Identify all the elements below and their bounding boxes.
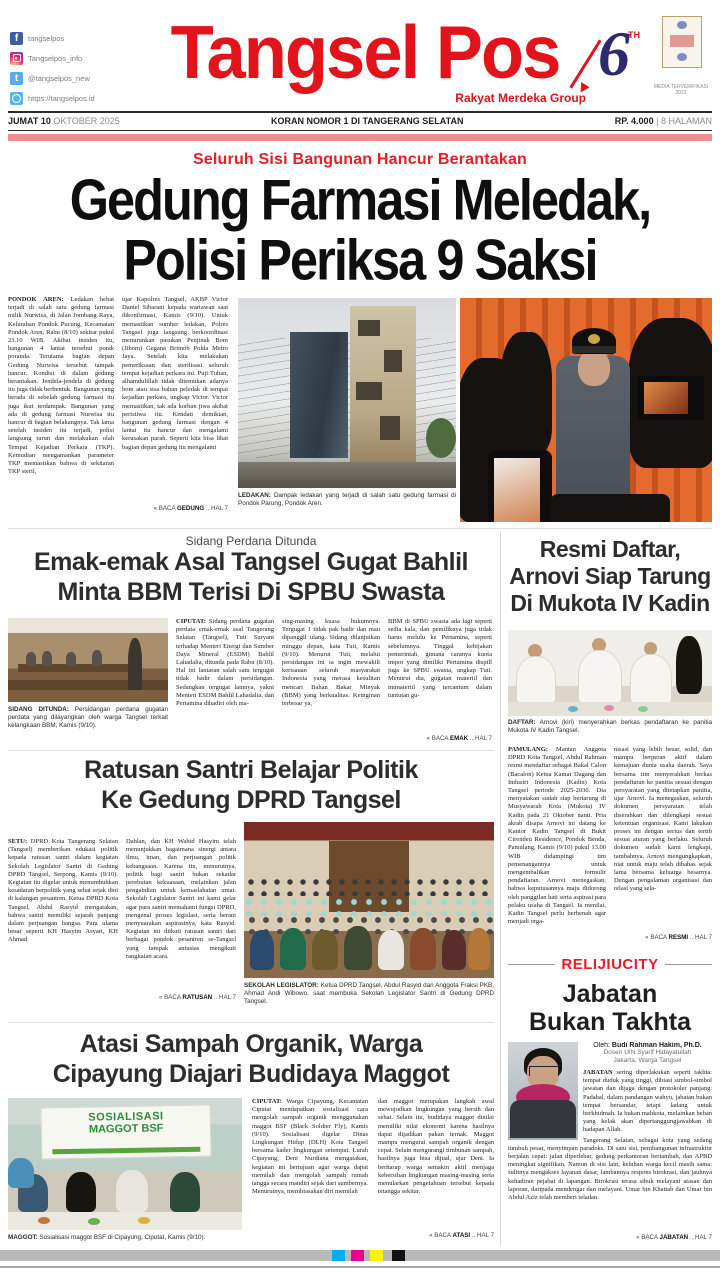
dateline-rule [8, 130, 712, 131]
emak-photo-caption: SIDANG DITUNDA: Persidangan perdana gugatan perdata yang dilayangkan oleh warga Tangsel terkait kelangkaan BBM, Kamis (9/10). [8, 706, 169, 729]
maggot-headline-line1: Atasi Sampah Organik, Warga [79, 1030, 423, 1058]
social-links [10, 30, 140, 110]
yellow-chip [370, 1250, 383, 1261]
cap-emblem [588, 334, 600, 344]
arnovi-body-col1: PAMULANG: Mantan Anggota DPRD Kota Tangsel, Abdul Rahman resmi mendaftar sebagai Bakal Calon (Bacalon) Ketua Kamar Dagang dan Industri Indonesia (Kadin) Kota Tangsel periode 2025-2030. Dia menyatakan sudah siap bertarung di Musyawarah Kota (Mukota) IV Kadin pada 21 Oktober nanti. Pria akrab disapa Arnovi ini datang ke Kantor Kadin Tangsel di Bukit Cirendeu Residence, Pondok Benda, Pamulang, Kamis (9/10) pukul 13.00 WIB didampingi tim pemenangannya untuk mengembalikan formulir pendaftaran. Arnovi menegaskan, bahwa keputusannya maju didorong oleh panggilan hati serta aspirasi para pelaku usaha di Tangsel. Ia menilai, Kadin Tangsel perlu berbenah agar menjadi orga- [508, 746, 606, 926]
event-banner [40, 1104, 211, 1159]
maggot-photo-caption: MAGGOT: Sosialisasi maggot BSF di Cipayung, Ciputat, Kamis (9/10). [8, 1234, 206, 1241]
emak-headline-line2: Minta BBM Terisi Di SPBU Swasta [57, 578, 445, 606]
santri-body-col1: SETU: DPRD Kota Tangerang Selatan (Tangsel) memberikan edukasi politik kepada ratusan santri dalam kegiatan Sekolah Legislator Santri di Gedung DPRD Tangsel, Serpong, Kamis (9/10). Kegiatan itu digelar untuk menumbuhkan kesadaran berpolitik yang sehat sejak dini di kalangan pesantren. Ketua DPRD Kota Tangsel, Abdul Rasyid mengatakan, bahwa santri memiliki sejarah panjang dalam perjuangan bangsa. Para ulama besar seperti KH Hasyim Asyari, KH Ahmad [8, 838, 118, 944]
website-url: https://tangselpos.id [28, 93, 95, 103]
maggot-headline-line2: Cipayung Diajari Budidaya Maggot [52, 1060, 450, 1088]
photo-author-portrait [508, 1042, 578, 1140]
crowd-row [244, 874, 494, 896]
black-chip [392, 1250, 405, 1261]
author-jacket [510, 1100, 576, 1138]
photo-dprd-assembly-hall [244, 822, 494, 978]
twitter-icon: t [10, 72, 23, 85]
opinion-headline-line2: Bukan Takhta [528, 1008, 692, 1036]
cyan-chip [332, 1250, 345, 1261]
social-website[interactable] [10, 90, 140, 106]
arnovi-headline-line2: Arnovi Siap Tarung [509, 563, 711, 589]
lead-jump-line: « BACA GEDUNG .. HAL 7 [153, 505, 228, 512]
dateline-price: RP. 4.000 | 8 HALAMAN [614, 116, 712, 126]
banner-text-line2: MAGGOT BSF [88, 1122, 164, 1136]
lead-body-col1: PONDOK AREN: Ledakan hebat terjadi di salah satu gedung farmasi milik Nurwisa, di Jalan Jombang Raya, Kelurahan Pondok Pucung, Kecamatan Pondok Aren, Rabu (8/10) sekitar pukul 23.10 WIB. Akibat insiden itu, bangunan 4 lantai tersebut porak poranda. Terutama bagian depan Gedung Nurwisa tersebut tampak hancur. Kondisi di dalam gedung berantakan. Jendela-jendela di gedung itu juga tidak berbentuk. Bangunan yang berada di sebelah gedung farmasi itu juga ikut terdampak. Bangunan yang ada di gedung farmasi Nurwisa itu hancur di bagian belakangnya. Tak lama setelah insiden itu terjadi, polisi langsung turun dan melakukan olah Tempat Kejadian Perkara (TKP). Kemudian mengamankan parameter TKP memastikan bahwa di sekitaran TKP steril, [8, 296, 114, 476]
santri-body-col2: Dahlan, dan KH Wahid Hasyim telah menunjukkan bagaimana sinergi antara ilmu, iman, dan perjuangan politik kebangsaan. Karena itu, menurutnya, politik bagi santri bukan sekadar perebutan kekuasaan, melainkan jalan pengabdian untuk kemaslahatan umat. Sekolah Legislator Santri ini kami gelar agar para santri memahami fungsi DPRD, mengenal proses legislasi, serta berani menyuarakan aspirasinya, kata Rasyid. Kegiatan ini diikuti ratusan santri dari berbagai pondok pesantren se-Tangsel yang tampak antusias mengikuti rangkaian acara. [126, 838, 236, 960]
anniversary-number: 6 [598, 18, 630, 89]
lead-body-col2: ujar Kapolres Tangsel, AKBP Victor Daniel Sibarani kepada wartawan saat dikonfirmasi, Kamis (9/10). Untuk memastikan sumber ledakan, Polres Tangsel juga langsung berkoordinasi menurunkan pasukan Penjinak Bom (Jibom) Gegana Brimob Polda Metro Jaya. Setelah kita melakukan pemeriksaan dan sterilisasi seluruh tempat kejadian perkara ini. Puji Tuhan, alhamdulillah tidak ditemukan adanya bom atau sisa bahan peledak di tempat kejadian perkara, ungkap Victor. Victor memastikan, tak ada korban jiwa akibat peristiwa itu. Kendati demikian, bangunan gedung farmasi dengan 4 lantai itu hancur dan mengalami kerusakan parah. Seperti kita bisa lihat bagian depan gedung itu mengalami [122, 296, 228, 451]
section-divider-2 [8, 750, 494, 751]
photo-kadin-registration [508, 630, 712, 716]
tree [426, 418, 456, 458]
officer-face [578, 350, 610, 386]
social-instagram[interactable] [10, 50, 140, 66]
arnovi-body-col2: nisasi yang lebih besar, solid, dan mampu berperan aktif dalam kemajuan dunia usaha daerah. Saya bersama tim menyerahkan berkas pendaftaran ke panitia sesuai dengan persyaratan yang ditetapkan panitia, ujar Arnovi. Ia menegaskan, seluruh dokumen persyaratan telah diserahkan dan dilengkapi sesuai ketentuan organisasi. Kami lakukan proses ini dengan serius dan tertib sesuai aturan yang berlaku. Seluruh dokumen sudah kami lengkapi, tambahnya. Arnovi mengungkapkan, niat untuk maju telah dibahas sejak lama bersama keluarga besarnya. Dengan pengalaman organisasi dan relasi yang sela- [614, 746, 712, 893]
print-trim-line [0, 1266, 720, 1268]
twitter-handle: @tangselpos_new [28, 73, 90, 83]
section-divider-3 [8, 1022, 494, 1023]
arnovi-headline-line1: Resmi Daftar, [539, 536, 681, 562]
globe-icon [10, 92, 23, 105]
social-facebook[interactable] [10, 30, 140, 46]
arnovi-photo-caption: DAFTAR: Arnovi (kiri) menyerahkan berkas pendaftaran ke panitia Mukota IV Kadin Tangsel. [508, 719, 712, 734]
front-row-figure [250, 930, 274, 970]
maggot-body-col2: dan maggot merupakan langkah awal mewujudkan lingkungan yang bersih dan sehat. Selain itu, budidaya maggot dinilai memiliki nilai ekonomi karena hasilnya dapat dijadikan pakan ternak. Maggot mampu mengurai sampah organik dengan cepat. Selain mengurangi timbunan sampah, hasilnya juga bisa dijual, ujar Deni. Ia berharap warga semakin aktif menjaga kebersihan lingkungan masing-masing serta menularkan pengetahuan tersebut kepada tetangga sekitar. [378, 1098, 494, 1196]
opinion-paragraph-1: JABATAN sering diperlakukan seperti takhta: tempat duduk yang tinggi, dihiasi simbol-simbol jawatan dan dijaga dengan protokoler panjang. Padahal, dalam pandangan wahyu, jabatan bukan tempat bersandar, tetapi ladang untuk berkhidmah. Ia bukan mahkota, melainkan beban yang kelak akan dipertanggungjawabkan di hadapan Allah. [583, 1069, 712, 1134]
masthead-title: Tangsel Pos [170, 10, 560, 95]
masthead-group: Rakyat Merdeka Group [455, 91, 586, 105]
santri-headline-line2: Ke Gedung DPRD Tangsel [101, 786, 401, 814]
emak-headline-line1: Emak-emak Asal Tangsel Gugat Bahlil [33, 548, 469, 576]
dateline-lead-in: PONDOK AREN: [8, 296, 64, 303]
instagram-handle: Tangselpos_info [28, 53, 83, 63]
santri-headline-line1: Ratusan Santri Belajar Politik [84, 756, 418, 784]
photo-explosion-building [238, 298, 456, 488]
banner-text-line1: SOSIALISASI [88, 1110, 164, 1124]
anniversary-suffix: TH [628, 30, 640, 40]
lead-photo-caption: LEDAKAN: Dampak ledakan yang terjadi di salah satu gedung farmasi di Pondok Parung, Pondok Aren. [238, 492, 457, 507]
glass-tower [290, 332, 348, 458]
maggot-body-col1: CIPUTAT: Warga Cipayung, Kecamatan Ciputat mendapatkan sosialisasi cara mengolah sampah organik menggunakan maggot BSF (Black Soldier Fly), Kamis (9/10). Sosialisasi digelar Dinas Lingkungan Hidup (DLH) Kota Tangsel bersama kader lingkungan setempat. Lurah Cipayung, Deni Nurdiana mengatakan, kegiatan ini bertujuan agar warga dapat memilah dan mengolah sampah rumah tangga secara mandiri sejak dari sumbernya. Menurutnya, membiasakan diri memilah [252, 1098, 368, 1196]
emak-body-col2: sing-masing kuasa hukumnya. Tergugat 1 tidak pak hadir dan mau dipanggil ulang. Sidang dilanjutkan minggu depan, kata Tuti, Kamis (9/10). Menurut Tuti, melalui persidangan ini ia ingin mewakili kerisauan seluruh masyarakat Indonesia yang merasa kesulitan mencari Bahan Bakar Minyak (BBM) yang berkualitas. Keinginan terbesar ya, [282, 618, 380, 708]
maggot-jump-line: « BACA ATASI .. HAL 7 [429, 1232, 494, 1239]
opinion-jump-line: « BACA JABATAN .. HAL 7 [636, 1234, 712, 1241]
relijiucity-section-header [508, 956, 712, 973]
arnovi-jump-line: « BACA RESMI .. HAL 7 [645, 934, 712, 941]
hands [550, 494, 670, 522]
emak-body-col1: CIPUTAT: Sidang perdana gugatan perdata emak-emak asal Tangerang Selatan (Tangsel), Tuti Suryani terhadap Menteri Energi dan Sumber Daya Mineral (ESDM) Bahlil Lahadalia, ditunda pada Rabu (8/10). Hal ini lantaran salah satu tergugat tidak hadir dalam persidangan. Sedangkan tergugat lainnya, yakni Menteri ESDM Bahlil Lahadalia, dan Pertamina dihadiri oleh ma- [176, 618, 274, 708]
debris [238, 462, 456, 488]
photo-courtroom [8, 618, 168, 702]
emak-jump-line: « BACA EMAK .. HAL 7 [426, 735, 492, 742]
badge-caption: MEDIA TERVERIFIKASI 2023 [653, 84, 709, 96]
section-divider [8, 528, 712, 529]
social-twitter[interactable] [10, 70, 140, 86]
person-hijab [676, 636, 702, 694]
opinion-headline-line1: Jabatan [562, 980, 658, 1008]
facebook-icon: f [10, 32, 23, 45]
arnovi-headline-line3: Di Mukota IV Kadin [510, 590, 710, 616]
emak-body-col3: BBM di SPBU swasta ada lagi seperti sedia kala, dan pemiliknya juga tidak harus melulu ke Pertamina, seperti sebelumnya. Tinggal kebijakan pemerintah, gimana caranya kuota impor yang dimiliki Pertamina dispill juga ke SPBU swasta, ungkap Tuti. Menurut dia, gugatan materiil dan immateriil yang tercantum dalam tuntutan gu- [388, 618, 492, 699]
lead-headline-line2: Polisi Periksa 9 Saksi [123, 229, 597, 293]
relijiucity-label: RELIJIUCITY [561, 956, 659, 973]
dateline-slogan: KORAN NOMOR 1 DI TANGERANG SELATAN [270, 116, 464, 126]
opinion-paragraph-2: Tangerang Selatan, sebagai kota yang sedang tumbuh pesat, menyimpan paradoks. Di satu sisi, pembangunan infrastruktur berjalan cepat: jalan diperlebar, gedung perkantoran bertambah, dan APBD meningkat signifikan. Namun di sisi lain, keluhan warga kecil masih sama: sulitnya mengakses layanan dasar, lambannya respons birokrasi, dan jauhnya kehadiran pejabat di lapangan. Birokrasi terasa sibuk melayani atasan dan laporan, daripada mendengar dan melayani. Umar bin Khattab dan Umar bin Abdul Aziz telah memberi teladan. [508, 1136, 712, 1202]
aquarium-box [8, 1158, 34, 1188]
santri-jump-line: « BACA RATUSAN .. HAL 7 [158, 994, 236, 1001]
verification-badge [662, 16, 702, 68]
lead-headline-line1: Gedung Farmasi Meledak, [69, 169, 651, 233]
magenta-chip [351, 1250, 364, 1261]
dateline [8, 116, 712, 126]
photo-maggot-socialization [8, 1098, 242, 1230]
dateline-date: JUMAT 10 OKTOBER 2025 [8, 116, 120, 126]
court-bench [18, 664, 138, 672]
person-white-shirt [516, 656, 556, 706]
lead-kicker: Seluruh Sisi Bangunan Hancur Berantakan [192, 151, 528, 168]
emak-kicker: Sidang Perdana Ditunda [185, 534, 317, 548]
santri-photo-caption: SEKOLAH LEGISLATOR: Ketua DPRD Tangsel, Abdul Rasyid dan Anggota Fraksi PKB, Ahmad Andi Wibowo, saat membuka Sekolah Legislator Santri di Gedung DPRD Tangsel. [244, 982, 494, 1005]
facebook-handle: tangselpos [28, 33, 65, 43]
salmon-bar [8, 134, 712, 141]
column-divider [500, 532, 501, 1245]
top-rule [8, 111, 712, 113]
opinion-byline-affiliation: Dosen UIN Syarif Hidayatullah Jakarta, Warga Tangsel [603, 1049, 692, 1064]
glasses-icon [529, 1066, 559, 1076]
opinion-body [508, 1042, 712, 1234]
opinion-byline: Oleh: Budi Rahman Hakim, Ph.D. [593, 1042, 702, 1049]
anniversary-logo [586, 18, 656, 104]
instagram-icon [10, 52, 23, 65]
photo-police-press-conference [460, 298, 712, 522]
standing-figure [128, 638, 142, 690]
